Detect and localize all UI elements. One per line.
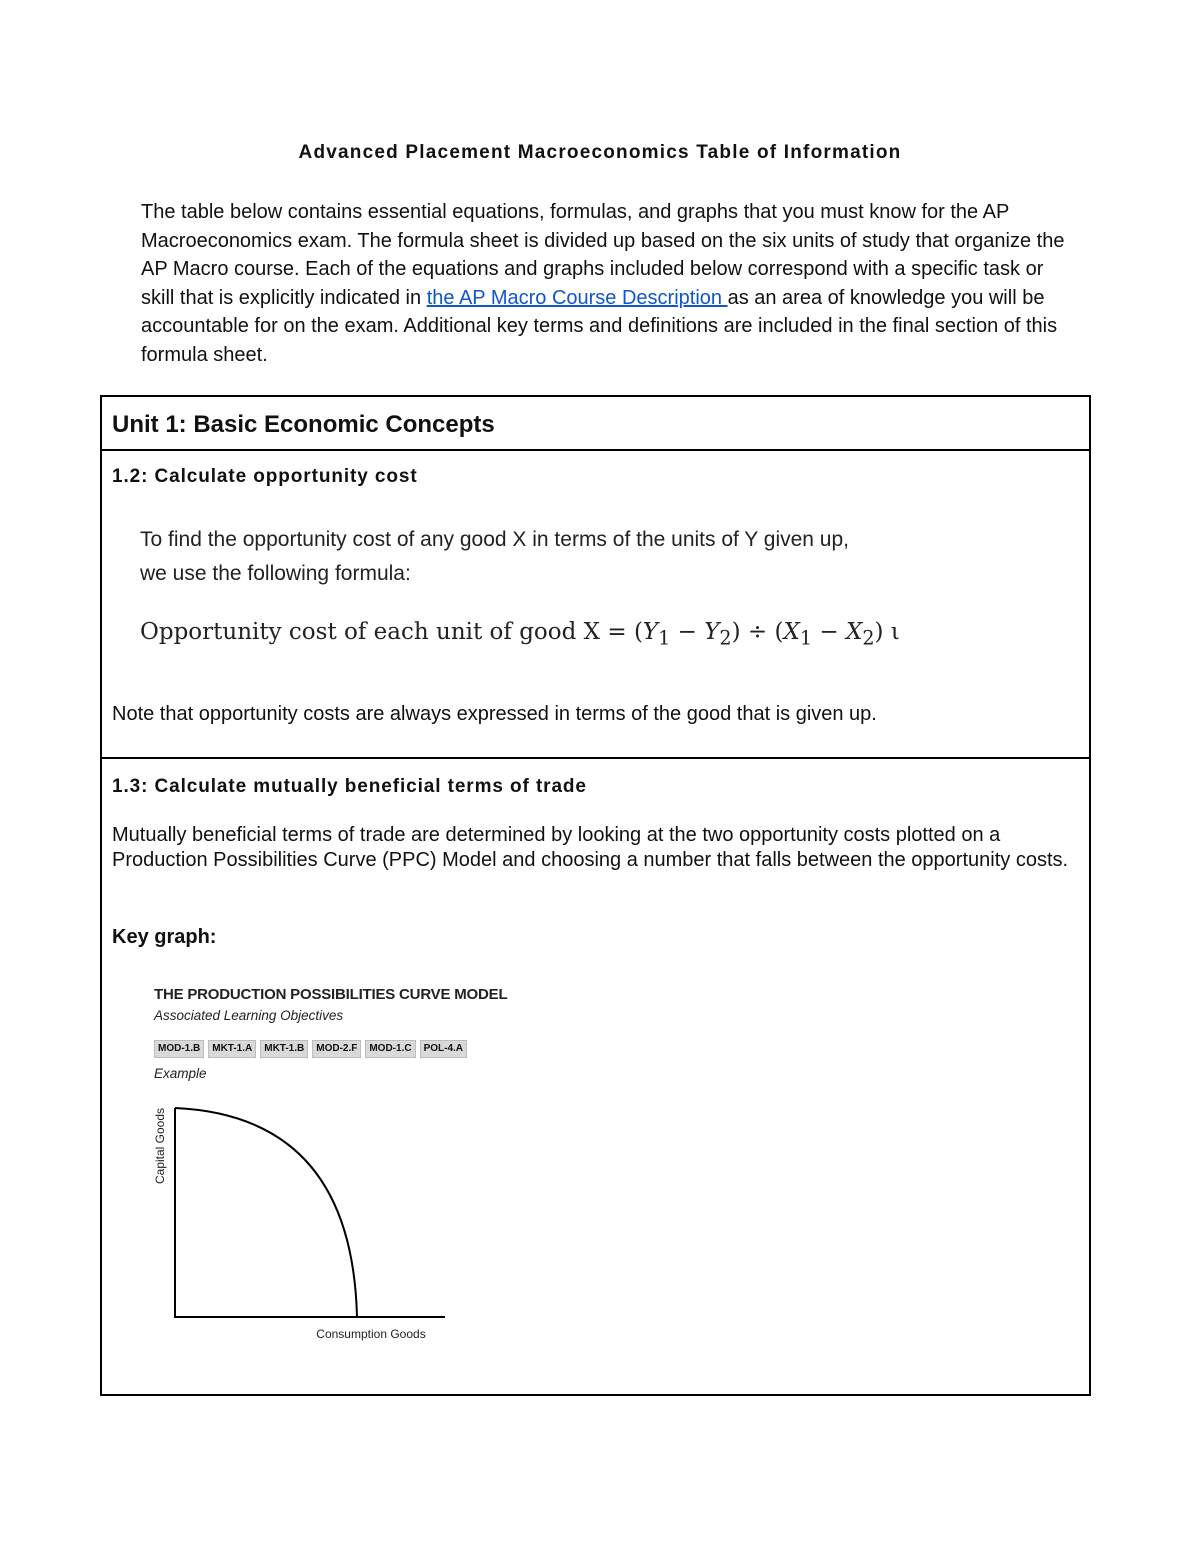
ppc-y-axis-label: Capital Goods (153, 1107, 167, 1185)
ppc-graph-title: THE PRODUCTION POSSIBILITIES CURVE MODEL (154, 986, 508, 1003)
ppc-curve (175, 1108, 357, 1317)
formula-intro-line-1: To find the opportunity cost of any good X in terms of the units of Y given up, (140, 528, 849, 551)
learning-objective-badge: MOD-1.C (365, 1040, 415, 1058)
ppc-graph-subtitle: Associated Learning Objectives (154, 1008, 344, 1023)
learning-objective-badge: MOD-1.B (154, 1040, 204, 1058)
course-description-link[interactable]: the AP Macro Course Description (426, 286, 728, 309)
learning-objective-badge: MKT-1.A (208, 1040, 256, 1058)
learning-objective-badge: POL-4.A (420, 1040, 467, 1058)
unit-1-header (102, 397, 1089, 451)
section-1-3-heading: 1.3: Calculate mutually beneficial terms of trade (112, 776, 587, 797)
section-1-3 (102, 761, 1089, 1394)
opportunity-cost-formula: Opportunity cost of each unit of good $X = (Y_1 - Y_2) \div (X_1 - X_2)$ ι (140, 619, 900, 650)
opportunity-cost-note: Note that opportunity costs are always expressed in terms of the good that is given up. (112, 703, 877, 725)
learning-objective-badge: MOD-2.F (312, 1040, 361, 1058)
section-1-2 (102, 453, 1089, 759)
learning-objective-badge: MKT-1.B (260, 1040, 308, 1058)
unit-1-table (100, 395, 1091, 1396)
ppc-x-axis-label: Consumption Goods (316, 1327, 426, 1341)
formula-intro-line-2: we use the following formula: (140, 562, 411, 585)
intro-text-start: The table below contains essential equations, formulas, and graphs that you must know for the AP Macroeconomics exam. The formula sheet is divided up based on the six units of study that organize the AP Macro course. Each of the equations and graphs included below correspond with a specific task or skill that is explicitly indicated in (141, 201, 1065, 309)
learning-objective-badges (154, 1040, 467, 1058)
terms-of-trade-paragraph: Mutually beneficial terms of trade are determined by looking at the two opportunity costs plotted on a Production Possibilities Curve (PPC) Model and choosing a number that falls between the opportunity costs. (112, 824, 1069, 871)
key-graph-label: Key graph: (112, 926, 217, 948)
ppc-graph (147, 1086, 467, 1386)
document-title: Advanced Placement Macroeconomics Table of Information (298, 142, 902, 163)
intro-text-end: as an area of knowledge you will be accountable for on the exam. Additional key terms and definitions are included in the final section of this formula sheet. (141, 286, 1058, 366)
intro-paragraph (141, 198, 1071, 370)
section-1-2-heading: 1.2: Calculate opportunity cost (112, 466, 418, 487)
ppc-example-label: Example (154, 1066, 207, 1081)
unit-1-title: Unit 1: Basic Economic Concepts (112, 411, 495, 438)
formula-lhs: Opportunity cost of each unit of good X = (140, 619, 634, 645)
formula-intro (140, 523, 960, 591)
